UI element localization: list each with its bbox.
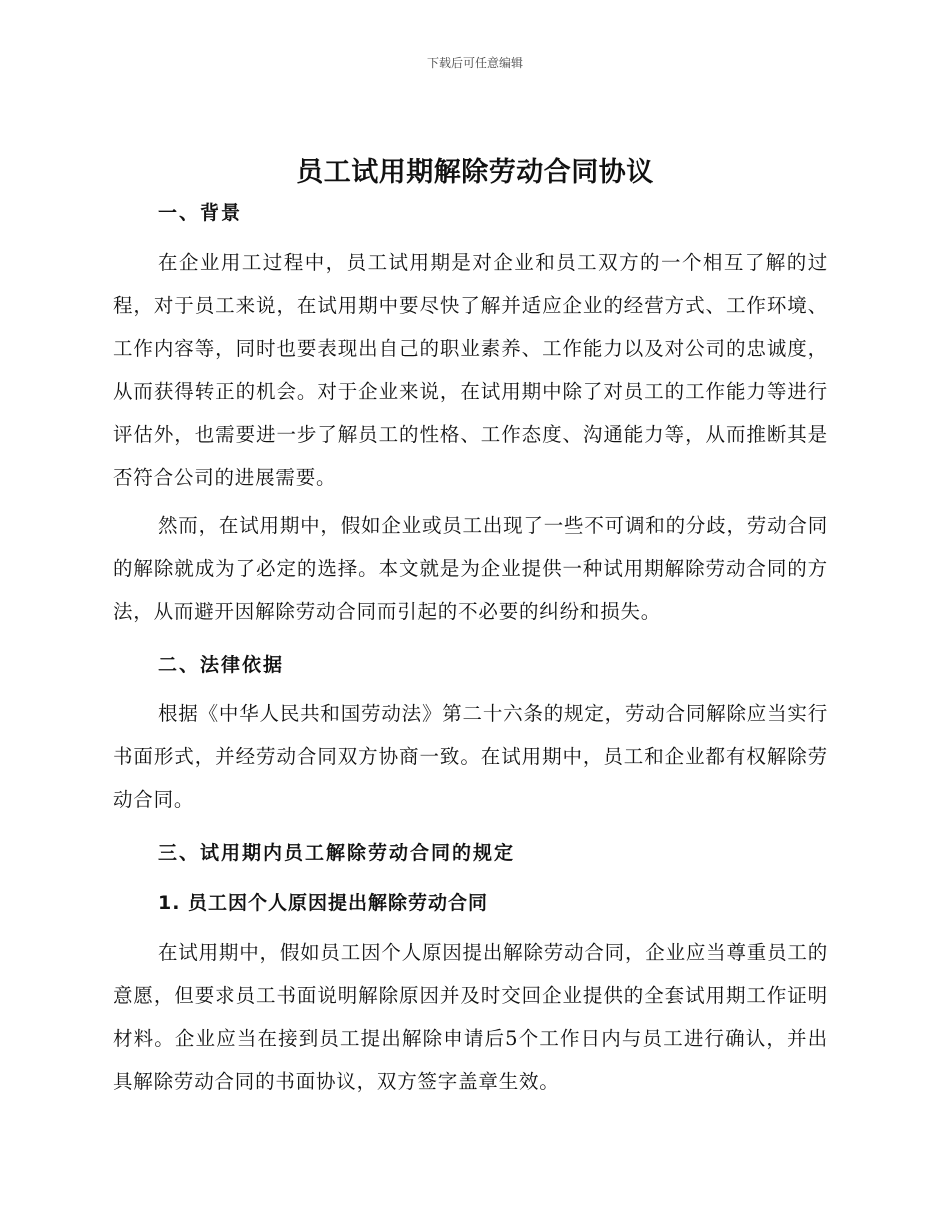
header-note: 下载后可任意编辑: [426, 56, 523, 70]
paragraph-legal-basis: 根据《中华人民共和国劳动法》第二十六条的规定，劳动合同解除应当实行书面形式，并经劳动合同双方协商一致。在试用期中，员工和企业都有权解除劳动合同。: [113, 702, 828, 811]
section-heading-background: 一、背景: [158, 202, 243, 224]
section-heading-legal-basis: 二、法律依据: [158, 654, 285, 676]
paragraph-background-1: 在企业用工过程中，员工试用期是对企业和员工双方的一个相互了解的过程，对于员工来说，在试用期中要尽快了解并适应企业的经营方式、工作环境、工作内容等，同时也要表现出自己的职业素养、工作能力以及对公司的忠诚度，从而获得转正的机会。对于企业来说，在试用期中除了对员工的工作能力等进行评估外，也需要进一步了解员工的性格、工作态度、沟通能力等，从而推断其是否符合公司的进展需要。: [113, 251, 828, 489]
paragraph-background-2: 然而，在试用期中，假如企业或员工出现了一些不可调和的分歧，劳动合同的解除就成为了必定的选择。本文就是为企业提供一种试用期解除劳动合同的方法，从而避开因解除劳动合同而引起的不必要的纠纷和损失。: [113, 514, 828, 623]
subsection-heading-personal-reasons: 1. 员工因个人原因提出解除劳动合同: [158, 892, 489, 914]
paragraph-personal-reasons: 在试用期中，假如员工因个人原因提出解除劳动合同，企业应当尊重员工的意愿，但要求员工书面说明解除原因并及时交回企业提供的全套试用期工作证明材料。企业应当在接到员工提出解除申请后5个工作日内与员工进行确认，并出具解除劳动合同的书面协议，双方签字盖章生效。: [113, 941, 828, 1093]
document-title: 员工试用期解除劳动合同协议: [296, 157, 654, 188]
section-heading-probation-rules: 三、试用期内员工解除劳动合同的规定: [158, 842, 516, 864]
